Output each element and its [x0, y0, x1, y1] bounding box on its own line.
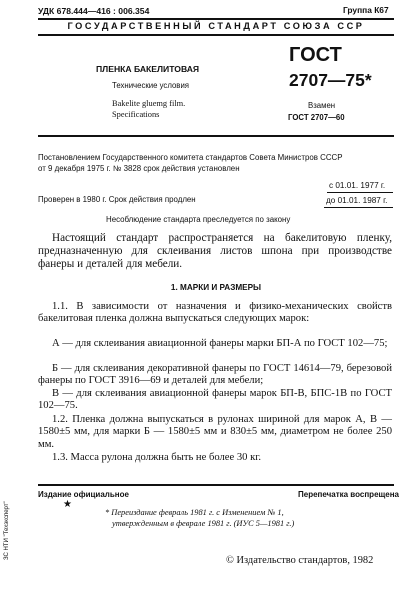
udk-code: УДК 678.444—416 : 006.354	[38, 6, 150, 16]
top-rule	[38, 18, 394, 20]
gost-number: 2707—75*	[289, 70, 372, 90]
clause-1-1: 1.1. В зависимости от назначения и физико-механических свойств бакелитовая пленка должна выпускаться следующих марок:	[38, 301, 392, 325]
reissue-line1: * Переиздание февраль 1981 г. с Изменением № 1,	[105, 508, 284, 517]
valid-from-underline	[327, 192, 393, 193]
star-mark: ★	[63, 499, 72, 510]
title-block-rule	[38, 135, 394, 137]
replaces-value: ГОСТ 2707—60	[288, 113, 345, 122]
title-en-line1: Bakelite gluemg film.	[112, 99, 186, 108]
banner-bottom-rule	[38, 34, 394, 36]
replaces-label: Взамен	[308, 101, 336, 110]
grade-b-item: Б — для склеивания декоративной фанеры по ГОСТ 14614—79, березовой фанеры по ГОСТ 3916—69 и деталей для мебели;	[38, 363, 392, 387]
title-en-line2: Specifications	[112, 110, 160, 119]
section1-heading: 1. МАРКИ И РАЗМЕРЫ	[170, 283, 262, 292]
clause-1-2: 1.2. Пленка должна выпускаться в рулонах шириной для марок А, В — 1580±5 мм, для марки Б — 1580±5 мм и 830±5 мм, диаметром не более 250 мм.	[38, 414, 392, 450]
state-standard-banner: ГОСУДАРСТВЕННЫЙ СТАНДАРТ СОЮЗА ССР	[67, 21, 365, 31]
clause-1-3: 1.3. Масса рулона должна быть не более 30 кг.	[52, 452, 262, 463]
group-code: Группа К67	[343, 5, 389, 15]
subtitle-ru: Технические условия	[112, 81, 190, 90]
footer-rule	[38, 484, 394, 486]
side-watermark-note: ЗС НТИ "Техэксперт"	[4, 501, 10, 560]
valid-from-date: с 01.01. 1977 г.	[329, 181, 386, 190]
valid-to-underline	[324, 207, 393, 208]
decree-line2: от 9 декабря 1975 г. № 3828 срок действия установлен	[38, 164, 240, 173]
intro-paragraph: Настоящий стандарт распространяется на бакелитовую пленку, предназначенную для склеивания листов шпона при производстве фанеры и деталей для мебели.	[38, 232, 392, 270]
copyright: © Издательство стандартов, 1982	[226, 555, 374, 566]
title-ru: ПЛЕНКА БАКЕЛИТОВАЯ	[96, 64, 200, 74]
checked-note: Проверен в 1980 г. Срок действия продлен	[38, 195, 196, 204]
gost-label: ГОСТ	[289, 44, 342, 66]
valid-to-date: до 01.01. 1987 г.	[326, 196, 388, 205]
decree-line1: Постановлением Государственного комитета стандартов Совета Министров СССР	[38, 153, 343, 162]
grade-a-item: А — для склеивания авиационной фанеры марки БП-А по ГОСТ 102—75;	[52, 338, 388, 349]
reissue-line2: утвержденным в феврале 1981 г. (ИУС 5—1981 г.)	[112, 519, 295, 528]
official-edition: Издание официальное	[38, 490, 129, 499]
penalty-note: Несоблюдение стандарта преследуется по закону	[106, 215, 291, 224]
no-reprint-notice: Перепечатка воспрещена	[298, 490, 399, 499]
grade-v-item: В — для склеивания авиационной фанеры марок БП-В, БПС-1В по ГОСТ 102—75.	[38, 388, 392, 412]
